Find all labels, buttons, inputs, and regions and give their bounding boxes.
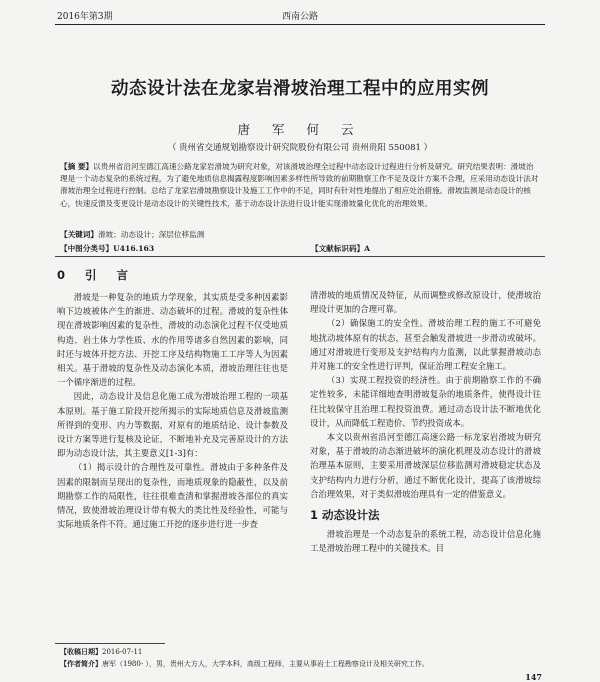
right-paragraph: （2）确保施工的安全性。滑坡治理工程的施工不可避免地扰动坡体原有的状态，甚至会触发滑坡进一步滑动或破坏。通过对滑坡进行变形及支护结构内力监测，以此掌握滑坡动态并对施工的安全性进行评判，保证治理工程安全施工。 bbox=[310, 318, 541, 372]
running-header bbox=[55, 6, 545, 25]
left-paragraph: 因此，动态设计及信息化施工成为滑坡治理工程的一项基本原则。基于施工阶段开挖所揭示的实际地质信息及滑坡监测所得到的变形、内力等数据，对原有的地质结论、设计参数及设计方案等进行复核及论证，不断地补充及完善原设计的方法即为动态设计法，其主要意义[1-3]有： bbox=[57, 391, 288, 459]
document-code bbox=[311, 243, 370, 254]
received-label: 【收稿日期】 bbox=[60, 647, 102, 656]
left-column bbox=[57, 268, 288, 531]
abstract-text: 以贵州省沿河至德江高速公路龙家岩滑坡为研究对象，对该滑坡治理全过程中动态设计过程进行分析及研究。研究结果表明：滑坡治理是一个动态复杂的系统过程，为了避免地质信息揭露程度影响因素多样性所导致的前期勘察工作不足及设计方案不合理，应采用动态设计法对滑坡治理全过程进行控制。总结了龙家岩滑坡勘察设计及施工工作中的不足，同时有针对性地提出了相应处治措施。滑坡监测是动态设计的核心，快速反馈及变更设计是动态设计的关键性技术，基于动态设计法进行设计能实现滑坡量化优化的治理效果。 bbox=[60, 162, 539, 208]
clc-label: 【中图分类号】 bbox=[60, 244, 114, 253]
author-bio-label: 【作者简介】 bbox=[60, 659, 102, 668]
right-paragraph: 滑坡治理是一个动态复杂的系统工程，动态设计信息化施工是滑坡治理工程中的关键技术。目 bbox=[310, 529, 541, 554]
keywords-label: 【关键词】 bbox=[60, 230, 98, 239]
right-paragraph: （3）实现工程投资的经济性。由于前期勘察工作的不确定性较多，未能详细地查明滑坡复杂的地质条件，使得设计往往比较保守且治理工程投资浪费。通过动态设计法不断地优化设计，从而降低工程造价、节约投资成本。 bbox=[310, 375, 541, 428]
author-bio bbox=[60, 659, 540, 669]
left-paragraph: 滑坡是一种复杂的地质力学现象，其实质是受多种因素影响下边坡被体产生的渐进、动态破坏的过程。滑坡的复杂性体现在滑坡影响因素的复杂性，滑坡的动态演化过程不仅受地质构造、岩土体力学性质、水的作用等诸多自然因素的影响，同时还与坡体开挖方法、开挖工序及结构物施工工序等人为因素相关。基于滑坡的复杂性及动态演化本质，滑坡治理往往也是一个循序渐进的过程。 bbox=[57, 292, 288, 388]
affiliation: （ 贵州省交通规划勘察设计研究院股份有限公司 贵州贵阳 550081 ） bbox=[167, 143, 433, 153]
footnote-rule bbox=[55, 643, 165, 644]
clc-value: U416.163 bbox=[113, 244, 155, 253]
received-value: 2016-07-11 bbox=[102, 648, 143, 656]
keywords-text: 滑坡；动态设计；深层位移监测 bbox=[97, 230, 205, 239]
section-1-heading: 1 动态设计法 bbox=[310, 508, 380, 523]
classification-number bbox=[60, 243, 154, 254]
doc-code-value: A bbox=[364, 244, 371, 253]
author-bio-text: 唐军（1980- ），男，贵州大方人，大学本科，高级工程师，主要从事岩土工程勘察设计及相关研究工作。 bbox=[102, 660, 429, 668]
right-column bbox=[310, 288, 541, 556]
abstract bbox=[60, 161, 540, 210]
doc-code-label: 【文献标识码】 bbox=[311, 244, 365, 253]
paper-title: 动态设计法在龙家岩滑坡治理工程中的应用实例 bbox=[111, 79, 489, 99]
received-date bbox=[60, 647, 540, 657]
author-line: 唐 军 何 云 bbox=[237, 122, 363, 137]
abstract-label: 【摘 要】 bbox=[60, 162, 94, 171]
intro-heading: 0 引 言 bbox=[57, 268, 137, 282]
right-paragraph: 本文以贵州省沿河至德江高速公路一标龙家岩滑坡为研究对象，基于滑坡的动态渐进破坏的演化机理及动态设计的滑坡治理基本原则，主要采用滑坡深层位移监测对滑坡稳定状态及支护结构内力进行分析，通过不断优化设计，提高了该滑坡综合治理效果，对于类似滑坡治理具有一定的借鉴意义。 bbox=[310, 432, 541, 499]
journal-name: 西南公路 bbox=[281, 12, 318, 22]
keywords bbox=[60, 229, 540, 240]
right-paragraph: 清滑坡的地质情况及特征，从而调整或修改原设计，使滑坡治理设计更加的合理可靠。 bbox=[310, 290, 541, 315]
page-number: 147 bbox=[525, 672, 542, 682]
left-paragraph: （1）揭示设计的合理性及可靠性。滑坡由于多种条件及因素的限制而呈现出的复杂性，而地质现象的隐蔽性，以及前期勘察工作的局限性，往往很难查清和掌握滑坡各部位的真实情况，致使滑坡治理设计带有极大的类比性及经验性，可能与实际地质条件不符。通过施工开挖的逐步进行进一步查 bbox=[57, 462, 288, 530]
issue-label: 2016年第3期 bbox=[57, 12, 113, 22]
header-rule bbox=[55, 256, 545, 257]
